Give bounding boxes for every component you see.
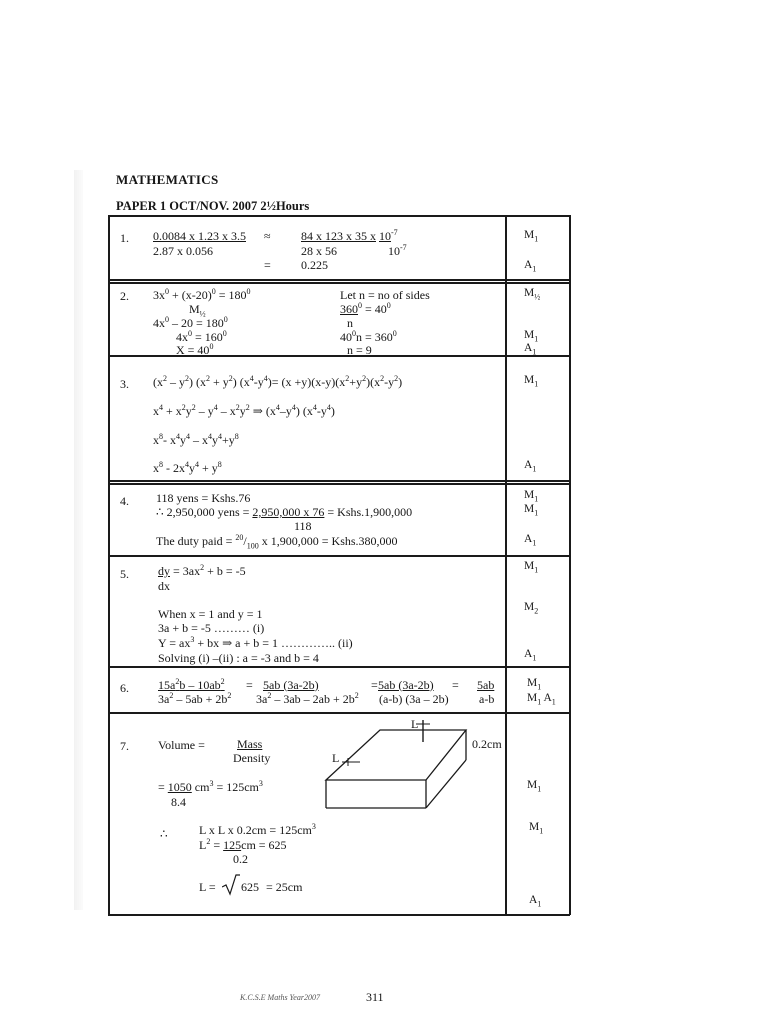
q5-line-6: Solving (i) –(ii) : a = -3 and b = 4: [158, 651, 319, 665]
q7-mark-1: $M_1$: [527, 779, 542, 794]
q2-mark-3: $A_1$: [524, 342, 537, 357]
q2-line-5: $X = 40^0$: [176, 342, 214, 357]
q7-dim-height: 0.2cm: [472, 737, 502, 751]
subject-heading: MATHEMATICS: [116, 172, 219, 187]
q5-number: 5.: [120, 567, 129, 581]
q7-radicand: 625: [241, 880, 259, 894]
q7-line-5: $L^2 = 125cm = 625$: [199, 837, 287, 852]
q7-line-7: L =: [199, 880, 216, 894]
q7-result: = 25cm: [266, 880, 303, 894]
q7-dim-length-top: L: [411, 717, 419, 731]
q1-denominator: 2.87 x 0.056: [153, 244, 213, 258]
q2-line-1: $3x^0 + (x-20)^0 = 180^0$: [153, 287, 251, 302]
q7-line-4: L x L x $0.2cm = 125cm^3$: [199, 822, 316, 837]
q4-line-1: 118 yens = Kshs.76: [156, 491, 251, 505]
q2-right-4: $40^0n = 360^0$: [340, 329, 397, 344]
slab-diagram: [320, 718, 480, 818]
scan-binding-shadow: [74, 170, 83, 910]
q7-dim-length-left: L: [332, 751, 340, 765]
q6-numerator-4: 5ab: [477, 678, 495, 692]
q7-density: Density: [233, 751, 271, 765]
q2-method-mark: $M_{\frac{1}{2}}$: [189, 302, 206, 319]
q1-numerator: 0.0084 x 1.23 x 3.5: [153, 229, 246, 243]
q1-equals: =: [264, 258, 271, 272]
q6-numerator-3: 5ab (3a-2b): [378, 678, 434, 692]
q7-line-6: 0.2: [233, 852, 248, 866]
q3-number: 3.: [120, 377, 129, 391]
q5-line-3: When x = 1 and y = 1: [158, 607, 263, 621]
q1-power: $10^{-7}$: [388, 243, 407, 258]
q5-mark-2: $M_2$: [524, 601, 539, 616]
q7-therefore: ∴: [160, 827, 168, 841]
q2-line-3: $4x^0 - 20 = 180^0$: [153, 315, 228, 330]
q1-answer: 0.225: [301, 258, 328, 272]
q2-right-1: Let n = no of sides: [340, 288, 430, 302]
q2-mark-2: $M_1$: [524, 329, 539, 344]
square-root-icon: [222, 874, 240, 896]
q3-line-4: $x^8 - 2x^4y^4 + y^8$: [153, 460, 222, 475]
q4-line-3: 118: [294, 519, 312, 533]
q2-line-4: $4x^0 = 160^0$: [176, 329, 227, 344]
q6-numerator-2: 5ab (3a-2b): [263, 678, 319, 692]
q6-denominator-1: $3a^2 - 5ab + 2b^2$: [158, 691, 232, 706]
q7-mark-2: $M_1$: [529, 821, 544, 836]
q5-mark-3: $A_1$: [524, 648, 537, 663]
q1-mark-2: $A_1$: [524, 259, 537, 274]
q7-mark-3: $A_1$: [529, 894, 542, 909]
q2-mark-1: $M_{\frac{1}{2}}$: [524, 287, 541, 302]
q6-number: 6.: [120, 681, 129, 695]
q3-line-1: $(x^2 - y^2) (x^2 + y^2)$ $(x^4-y^4)= (x +y)(x-y)(x^2+y^2)(x^2-y^2)$: [153, 374, 403, 389]
q4-mark-3: $A_1$: [524, 533, 537, 548]
q4-number: 4.: [120, 494, 129, 508]
q6-mark-2: $M_1$ $A_1$: [527, 692, 556, 707]
q4-mark-1: $M_1$: [524, 489, 539, 504]
q6-denominator-2: $3a^2 - 3ab - 2ab + 2b^2$: [256, 691, 359, 706]
q5-line-1: dy = $3ax^2 + b = -5$: [158, 563, 246, 578]
q4-line-4: The duty paid = $^{20}/_{100}$ x 1,900,000 = Kshs.380,000: [156, 533, 398, 551]
q3-line-2: $x^4 + x^2y^2 - y^4 - x^2y^2$ ⇒ $(x^4-y^4)$ $(x^4-y^4)$: [153, 403, 335, 418]
q6-denominator-3: (a-b) (3a – 2b): [379, 692, 449, 706]
q1-mark-1: $M_1$: [524, 229, 539, 244]
q2-number: 2.: [120, 289, 129, 303]
q6-equals-3: =: [452, 678, 459, 692]
q6-mark-1: $M_1$: [527, 677, 542, 692]
q7-line-3: 8.4: [171, 795, 186, 809]
q4-line-2: ∴ 2,950,000 yens = 2,950,000 x 76 = Kshs.1,900,000: [156, 505, 413, 519]
q6-numerator-1: $15a^2b - 10ab^2$: [158, 677, 225, 692]
q5-line-5: $Y = ax^3$ + bx ⇒ a + b = 1 ………….. (ii): [158, 635, 353, 650]
q5-line-2: dx: [158, 579, 170, 593]
q2-right-5: n = 9: [347, 343, 372, 357]
q1-approx: ≈: [264, 229, 271, 243]
paper-heading: PAPER 1 OCT/NOV. 2007 2½Hours: [116, 199, 310, 213]
q7-line-2: = 1050 $cm^3 = 125cm^3$: [158, 779, 263, 794]
q3-mark-2: $A_1$: [524, 459, 537, 474]
q5-mark-1: $M_1$: [524, 560, 539, 575]
q6-denominator-4: a-b: [479, 692, 495, 706]
q7-volume-label: Volume =: [158, 738, 205, 752]
q2-right-2: $360^0 = 40^0$: [340, 301, 391, 316]
q3-line-3: $x^8-$ $x^4y^4 - x^4y^4+y^8$: [153, 432, 239, 447]
q2-right-3: n: [347, 316, 353, 330]
q1-denominator-2: 28 x 56: [301, 244, 337, 258]
q6-equals-2: =: [371, 678, 378, 692]
q4-mark-2: $M_1$: [524, 503, 539, 518]
q1-numerator-2: 84 x 123 x 35 x $10^{-7}$: [301, 228, 398, 243]
q1-number: 1.: [120, 231, 129, 245]
q5-line-4: 3a + b = -5 ……… (i): [158, 621, 265, 635]
footer-series: K.C.S.E Maths Year2007: [240, 993, 320, 1002]
q7-mass: Mass: [237, 737, 263, 751]
q7-number: 7.: [120, 739, 129, 753]
page-number: 311: [366, 990, 384, 1004]
q3-mark-1: $M_1$: [524, 374, 539, 389]
q6-equals-1: =: [246, 678, 253, 692]
